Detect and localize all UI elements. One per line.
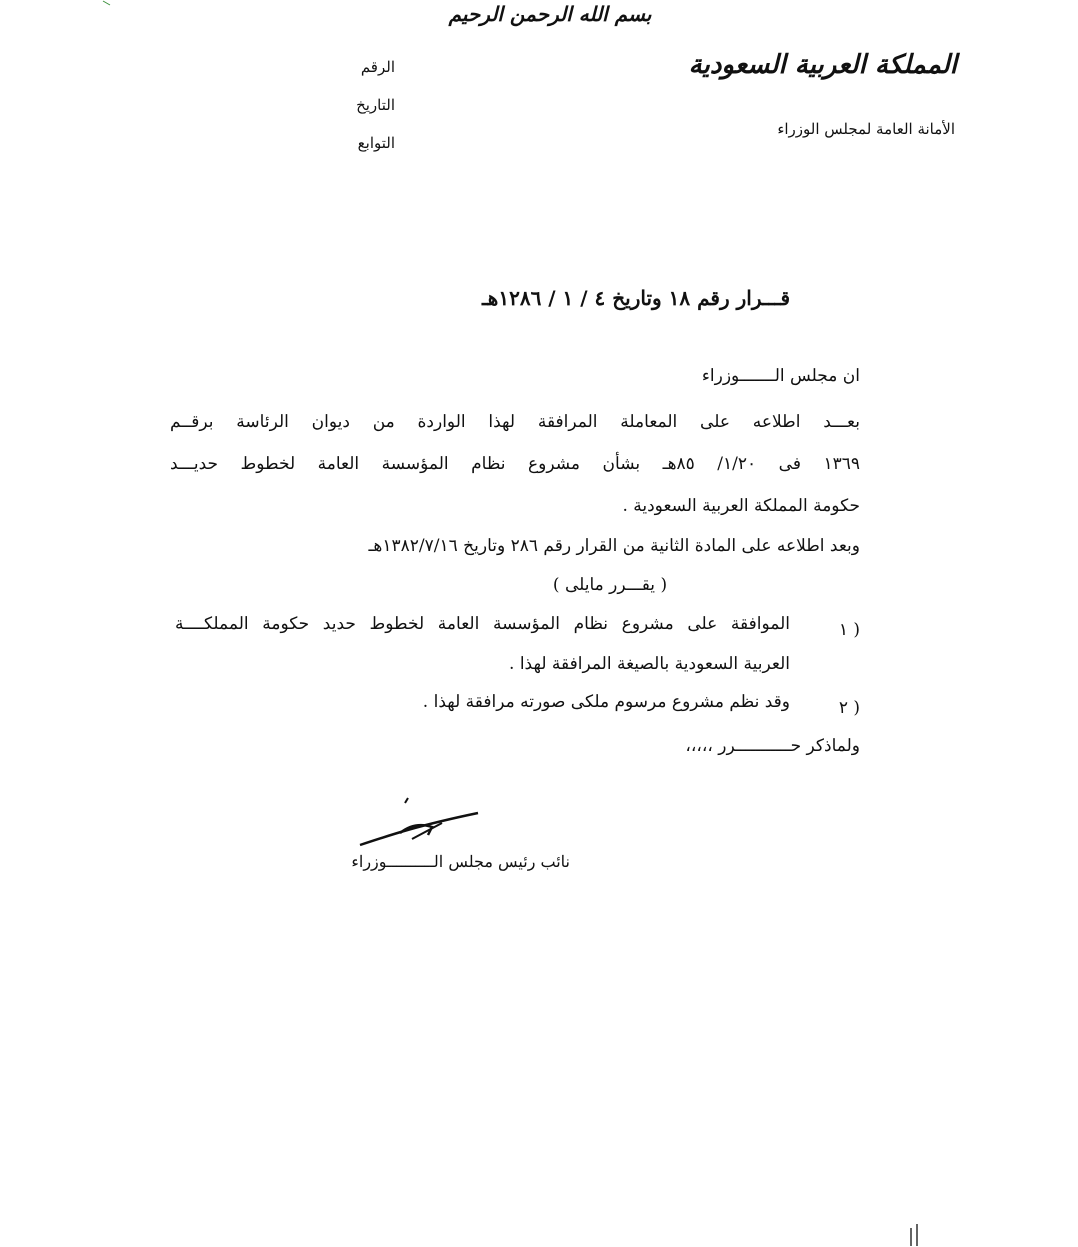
- item-number-2: ٢ ): [838, 698, 860, 718]
- body-line-4: وبعد اطلاعه على المادة الثانية من القرار رقم ٢٨٦ وتاريخ ١٣٨٢/٧/١٦هـ: [368, 536, 860, 556]
- decision-title: قـــرار رقم ١٨ وتاريخ ٤ / ١ / ١٢٨٦هـ: [481, 286, 790, 310]
- margin-mark: [905, 1222, 925, 1247]
- meta-number-label: الرقم: [360, 58, 395, 76]
- corner-speck: [102, 0, 112, 6]
- item-1-line-b: العربية السعودية بالصيغة المرافقة لهذا .: [509, 654, 790, 674]
- item-1-line-a: الموافقة على مشروع نظام المؤسسة العامة لخطوط حديد حكومة المملكــــة: [175, 614, 790, 634]
- council-heading: ان مجلس الـــــــوزراء: [701, 366, 860, 386]
- body-line-2: ١٣٦٩ فى ١/٢٠/ ٨٥هـ بشأن مشروع نظام المؤسسة العامة لخطوط حديـــد: [170, 454, 860, 474]
- decides-heading: ( يقـــرر مايلى ): [552, 575, 668, 595]
- kingdom-letterhead: المملكة العربية السعودية: [688, 50, 957, 80]
- item-2-line: وقد نظم مشروع مرسوم ملكى صورته مرافقة لهذا .: [422, 692, 790, 712]
- meta-attachments-label: التوابع: [357, 134, 395, 152]
- secretariat-label: الأمانة العامة لمجلس الوزراء: [777, 120, 955, 138]
- meta-date-label: التاريخ: [356, 96, 395, 114]
- body-line-3: حكومة المملكة العربية السعودية .: [622, 496, 860, 516]
- signatory-title: نائب رئيس مجلس الــــــــــوزراء: [351, 852, 570, 871]
- item-number-1: ١ ): [838, 620, 860, 640]
- basmala: بسم الله الرحمن الرحيم: [448, 2, 652, 26]
- body-line-1: بعـــد اطلاعه على المعاملة المرافقة لهذا الواردة من ديوان الرئاسة برقــم: [170, 412, 860, 432]
- signature-mark: [350, 795, 490, 850]
- closing-line: ولماذكر حـــــــــــرر ،،،،،: [685, 736, 860, 756]
